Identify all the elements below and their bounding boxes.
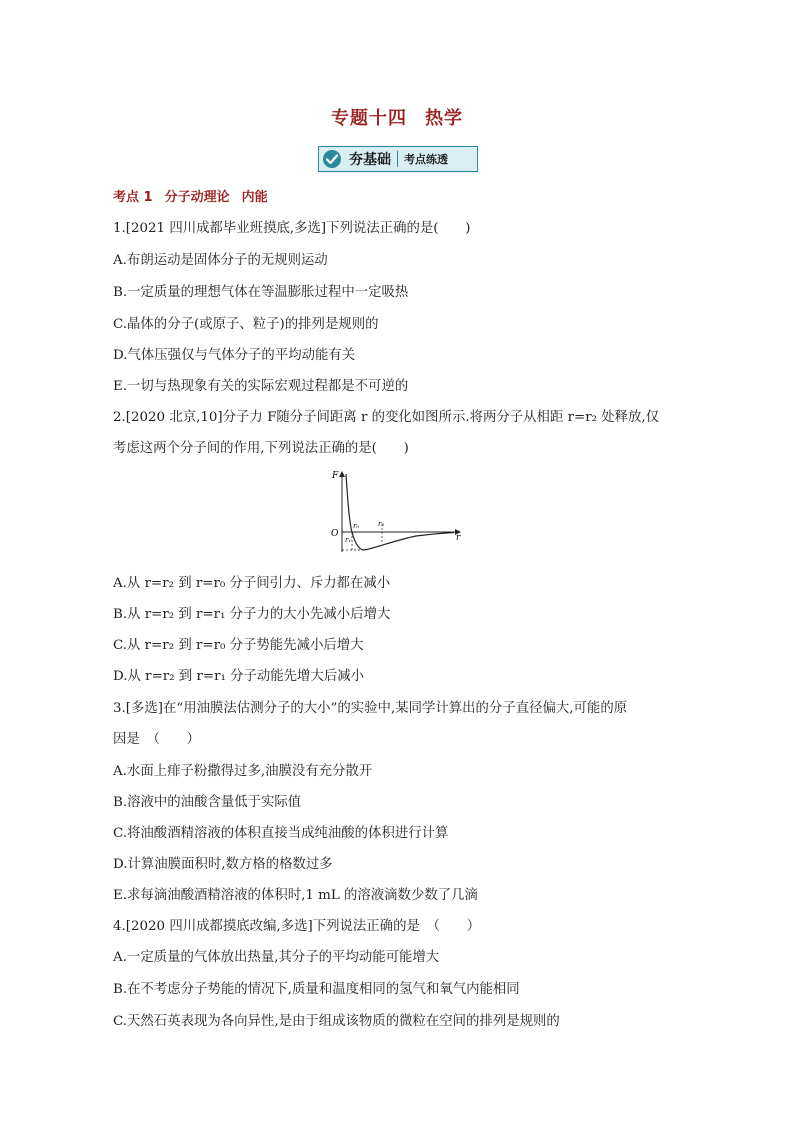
force-curve xyxy=(346,474,454,550)
badge-main: 夯基础 xyxy=(349,152,391,168)
check-leaf-icon xyxy=(321,148,343,170)
q1-option-e: E.一切与热现象有关的实际宏观过程都是不可逆的 xyxy=(113,379,409,394)
title-left: 专题十四 xyxy=(331,108,407,129)
q4-option-b: B.在不考虑分子势能的情况下,质量和温度相同的氢气和氧气内能相同 xyxy=(113,982,520,997)
label-r0: r₀ xyxy=(353,522,360,530)
q3-option-c: C.将油酸酒精溶液的体积直接当成纯油酸的体积进行计算 xyxy=(113,826,449,841)
page-title xyxy=(0,104,794,130)
force-distance-figure xyxy=(326,466,466,560)
q3-option-d: D.计算油膜面积时,数方格的格数过多 xyxy=(113,857,333,872)
section-badge xyxy=(318,146,478,172)
label-F: F xyxy=(332,471,339,481)
q1-option-b: B.一定质量的理想气体在等温膨胀过程中一定吸热 xyxy=(113,285,409,300)
q3-stem-1: 3.[多选]在“用油膜法估测分子的大小”的实验中,某同学计算出的分子直径偏大,可能的原 xyxy=(113,701,628,716)
q2-stem-1: 2.[2020 北京,10]分子力 F随分子间距离 r 的变化如图所示.将两分子从相距 r=r₂ 处释放,仅 xyxy=(113,410,660,425)
q3-option-b: B.溶液中的油酸含量低于实际值 xyxy=(113,795,302,810)
badge-divider xyxy=(397,151,398,167)
q2-stem-2: 考虑这两个分子间的作用,下列说法正确的是( ) xyxy=(113,441,409,456)
label-r1: r₁ xyxy=(345,536,352,544)
section-heading xyxy=(113,186,268,205)
section-name: 分子动理论 xyxy=(164,190,230,205)
q2-option-a: A.从 r=r₂ 到 r=r₀ 分子间引力、斥力都在减小 xyxy=(113,576,391,591)
q4-option-a: A.一定质量的气体放出热量,其分子的平均动能可能增大 xyxy=(113,950,440,965)
label-r: r xyxy=(456,533,461,543)
title-right: 热学 xyxy=(425,108,463,129)
q3-option-a: A.水面上痱子粉撒得过多,油膜没有充分散开 xyxy=(113,764,373,779)
badge-sub: 考点练透 xyxy=(404,153,448,166)
q2-option-c: C.从 r=r₂ 到 r=r₀ 分子势能先减小后增大 xyxy=(113,638,364,653)
q1-option-c: C.晶体的分子(或原子、粒子)的排列是规则的 xyxy=(113,317,379,332)
q2-option-d: D.从 r=r₂ 到 r=r₁ 分子动能先增大后减小 xyxy=(113,669,365,684)
q1-option-a: A.布朗运动是固体分子的无规则运动 xyxy=(113,253,328,268)
label-r2: r₂ xyxy=(378,520,385,528)
q4-stem: 4.[2020 四川成都摸底改编,多选]下列说法正确的是 （ ） xyxy=(113,919,481,934)
section-name-2: 内能 xyxy=(241,190,268,205)
q1-stem: 1.[2021 四川成都毕业班摸底,多选]下列说法正确的是( ) xyxy=(113,221,471,236)
q3-option-e: E.求每滴油酸酒精溶液的体积时,1 mL 的溶液滴数少数了几滴 xyxy=(113,888,478,903)
section-num: 考点 1 xyxy=(113,190,153,205)
q4-option-c: C.天然石英表现为各向异性,是由于组成该物质的微粒在空间的排列是规则的 xyxy=(113,1014,560,1029)
q2-option-b: B.从 r=r₂ 到 r=r₁ 分子力的大小先减小后增大 xyxy=(113,607,391,622)
q1-option-d: D.气体压强仅与气体分子的平均动能有关 xyxy=(113,348,356,363)
q3-stem-2: 因是 （ ） xyxy=(113,732,201,747)
label-O: O xyxy=(331,529,339,539)
